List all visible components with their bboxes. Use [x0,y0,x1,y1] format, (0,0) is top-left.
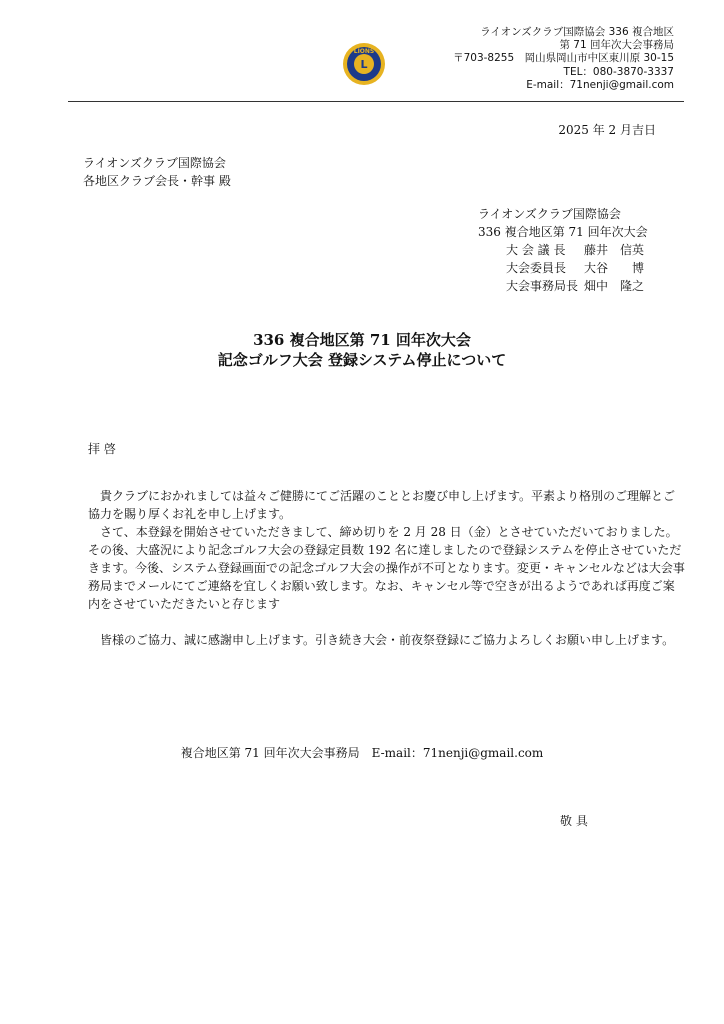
title-line-2: 記念ゴルフ大会 登録システム停止について [217,351,507,369]
recipient-line: ライオンズクラブ国際協会 [83,156,226,170]
lions-logo [342,42,386,86]
letterhead-line: ライオンズクラブ国際協会 336 複合地区 [480,26,674,38]
svg-text:L: L [360,58,368,71]
sender-person [478,241,648,259]
sender-name: 大谷 博 [584,261,645,275]
sender-role: 大 会 議 長 [506,243,566,257]
recipient-line: 各地区クラブ会長・幹事 殿 [83,174,231,188]
letterhead-line: 第 71 回年次大会事務局 [559,39,674,52]
body-paragraph: さて、本登録を開始させていただきまして、締め切りを 2 月 28 日（金）とさせていただいておりました。その後、大盛況により記念ゴルフ大会の登録定員数 192 名に達しましたので登録システムを停止させていただきます。今後、システム登録画面での記念ゴルフ大会の操作が不可となります。変更・キャンセルなどは大会事務局までメールにてご連絡を宜しくお願い致します。なお、キャンセル等で空きが出るようであれば再度ご案内をさせていただきたいと存じます [88,525,685,611]
recipient-block [83,154,231,190]
sender-name: 畑中 隆之 [584,279,645,293]
footer-contact: 複合地区第 71 回年次大会事務局 E-mail：71nenji@gmail.com [180,746,544,760]
sender-role: 大会事務局長 [506,279,579,293]
letterhead-line: TEL：080-3870-3337 [563,65,674,78]
letterhead-address [453,26,674,92]
document-title [0,330,724,370]
document-date: 2025 年 2 月吉日 [558,123,656,137]
header-divider [68,101,684,102]
title-line-1: 336 複合地区第 71 回年次大会 [253,331,471,349]
letter-body [88,487,686,649]
letterhead-email: E-mail：71nenji@gmail.com [526,78,674,91]
sender-person [478,259,648,277]
sender-org: ライオンズクラブ国際協会 [478,207,621,221]
body-paragraph: 皆様のご協力、誠に感謝申し上げます。引き続き大会・前夜祭登録にご協力よろしくお願い申し上げます。 [100,633,675,647]
letterhead-line: 〒703-8255 岡山県岡山市中区東川原 30-15 [453,52,674,65]
logo-text: LIONS [353,48,375,55]
sender-person [478,277,648,295]
greeting: 拝 啓 [88,442,116,456]
sender-block [478,205,648,295]
sender-name: 藤井 信英 [584,243,645,257]
body-paragraph: 貴クラブにおかれましては益々ご健勝にてご活躍のこととお慶び申し上げます。平素より格別のご理解とご協力を賜り厚くお礼を申し上げます。 [88,489,676,521]
sender-role: 大会委員長 [506,261,567,275]
closing: 敬 具 [560,814,588,828]
sender-org: 336 複合地区第 71 回年次大会 [478,225,648,239]
